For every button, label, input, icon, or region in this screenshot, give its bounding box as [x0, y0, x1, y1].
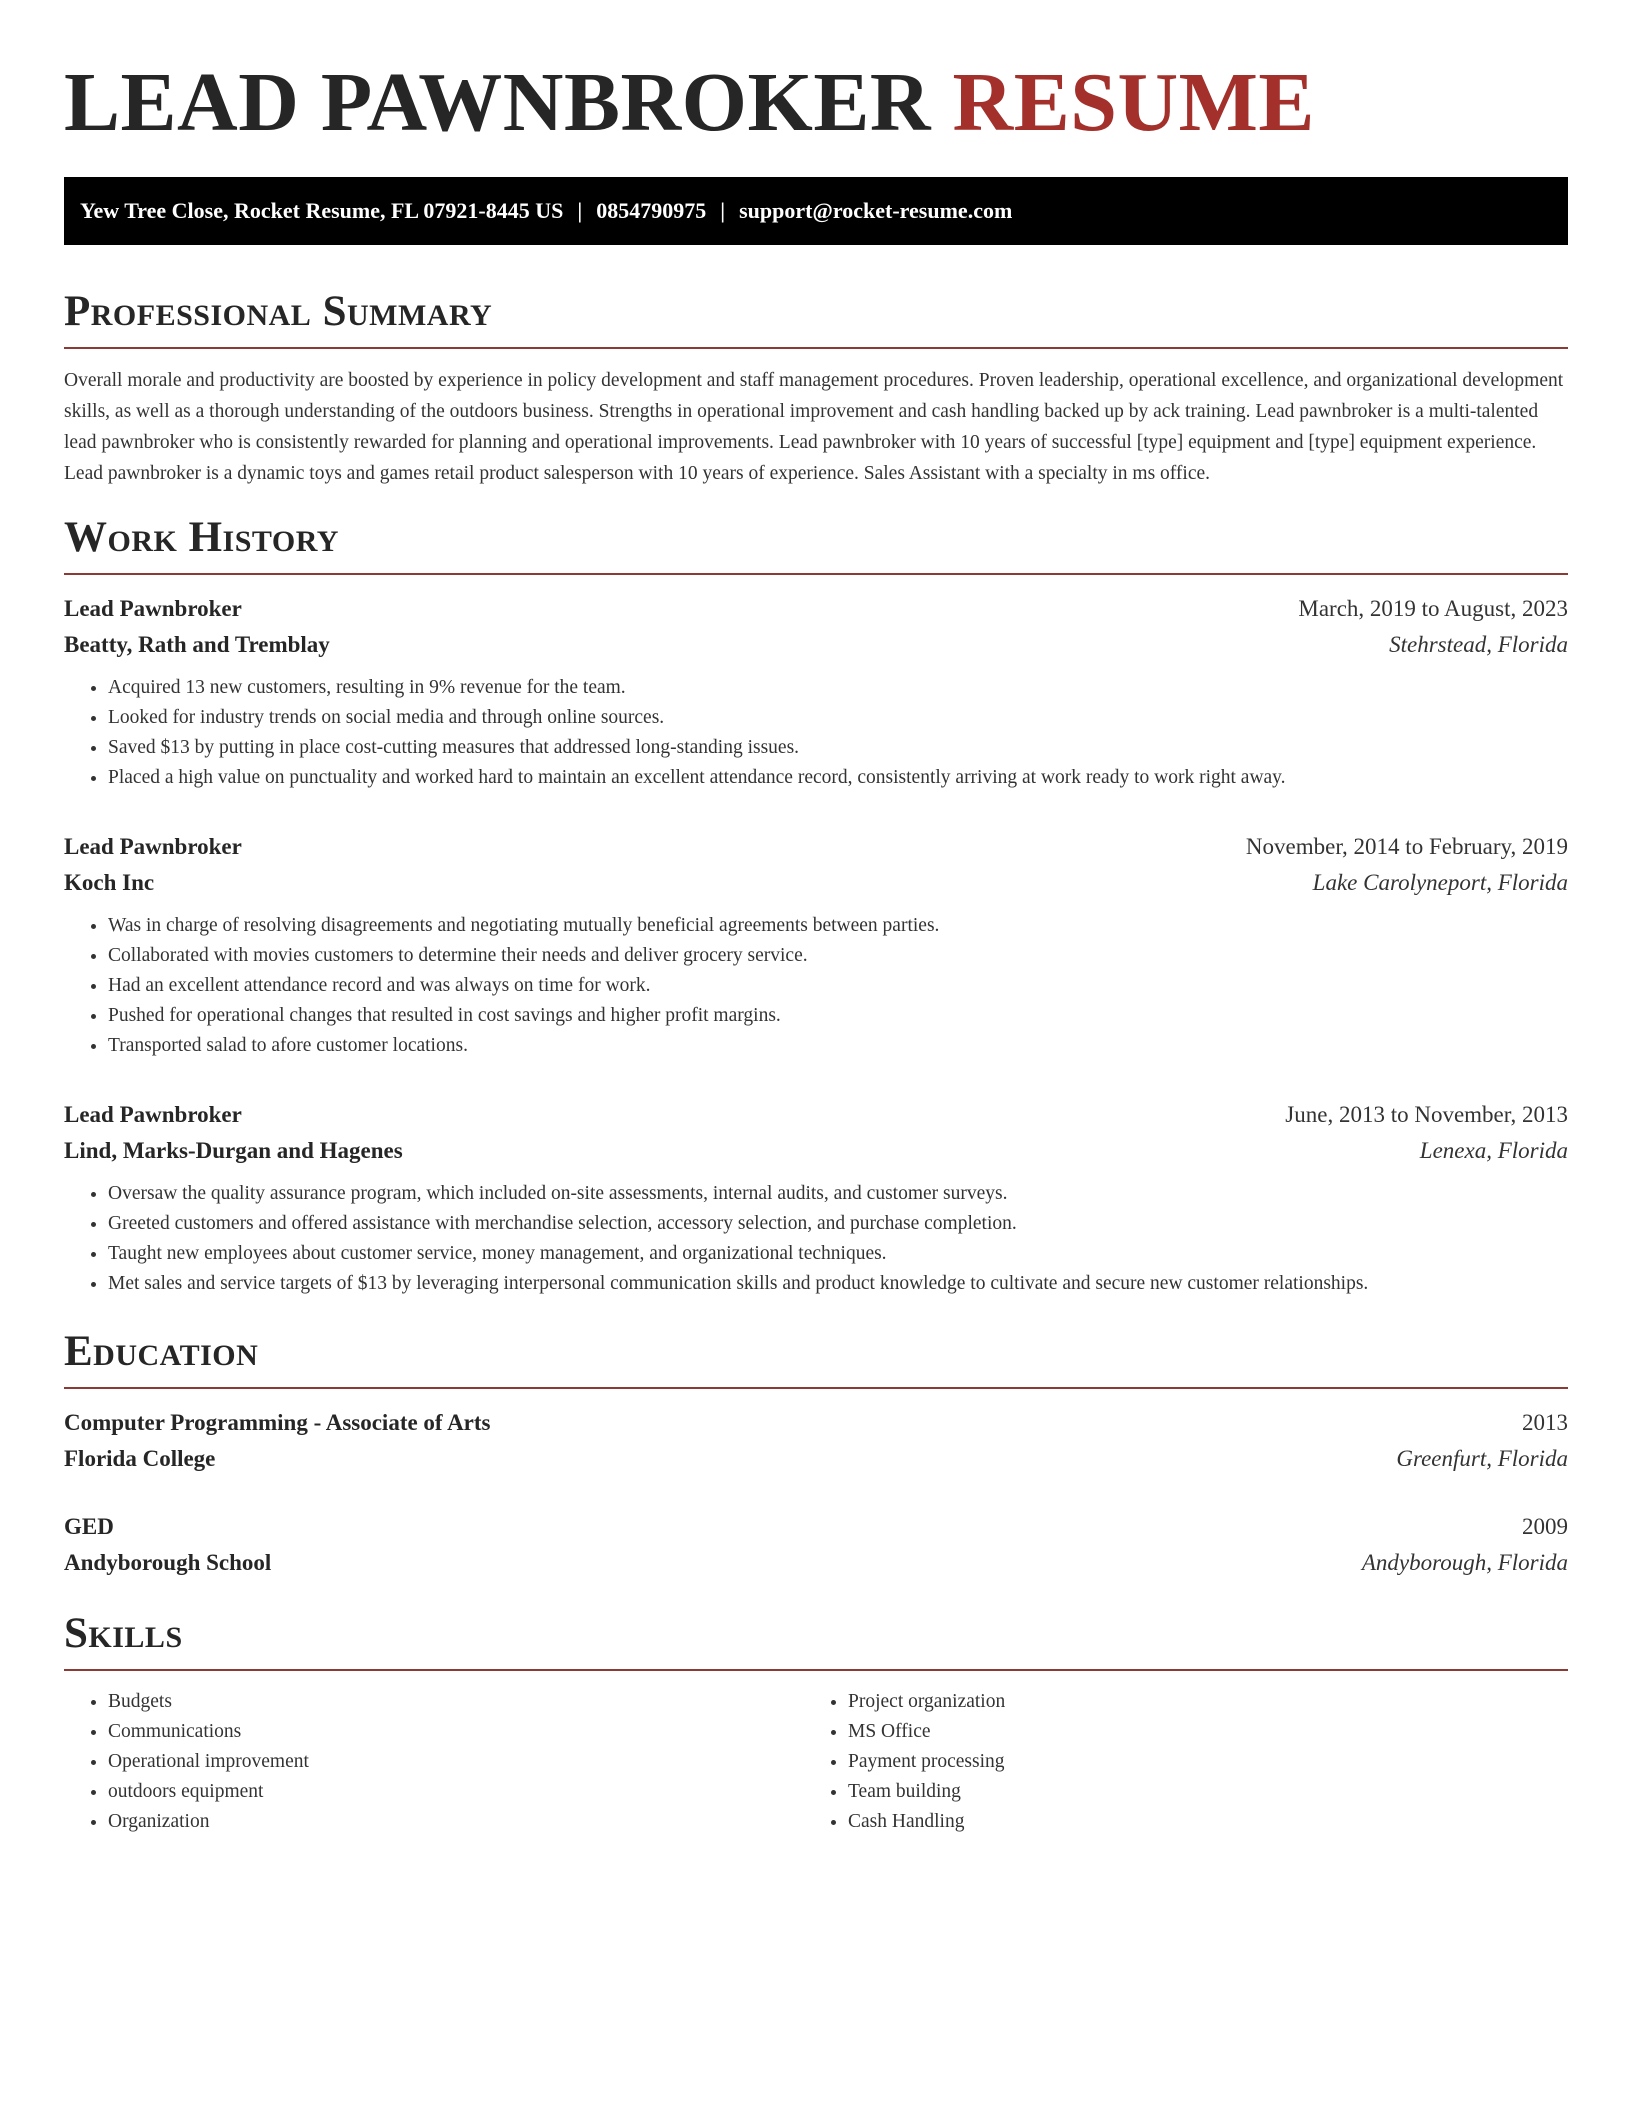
job-location: Lake Carolyneport, Florida	[1312, 870, 1568, 895]
section-heading-education: Education	[64, 1328, 259, 1375]
skill-item: • Payment processing	[848, 1747, 1544, 1777]
job-entry	[64, 829, 1568, 1061]
job-bullets	[64, 911, 1568, 1061]
section-divider	[64, 1387, 1568, 1389]
education-section	[64, 1327, 1568, 1581]
job-title-row	[64, 591, 1568, 627]
job-bullet: • Looked for industry trends on social media and through online sources.	[108, 703, 1568, 733]
education-location: Andyborough, Florida	[1361, 1550, 1568, 1575]
summary-section	[64, 287, 1568, 489]
job-title: Lead Pawnbroker	[64, 596, 242, 621]
contact-separator: |	[577, 198, 583, 223]
job-bullets	[64, 1179, 1568, 1299]
contact-email: support@rocket-resume.com	[739, 198, 1013, 223]
job-location: Stehrstead, Florida	[1389, 632, 1568, 657]
skill-item: • Organization	[108, 1807, 804, 1837]
education-degree-row	[64, 1509, 1568, 1545]
skill-item: • MS Office	[848, 1717, 1544, 1747]
job-title: Lead Pawnbroker	[64, 834, 242, 859]
job-dates: June, 2013 to November, 2013	[1285, 1102, 1568, 1127]
skill-item: • outdoors equipment	[108, 1777, 804, 1807]
section-heading-skills: Skills	[64, 1610, 183, 1657]
section-divider	[64, 347, 1568, 349]
education-school-row	[64, 1545, 1568, 1581]
skill-item: • Budgets	[108, 1687, 804, 1717]
section-heading-summary: Professional Summary	[64, 288, 493, 335]
job-bullet: • Had an excellent attendance record and was always on time for work.	[108, 971, 1568, 1001]
job-bullets	[64, 673, 1568, 793]
job-bullet: • Transported salad to afore customer locations.	[108, 1031, 1568, 1061]
skills-column-right	[804, 1687, 1544, 1837]
section-heading-work-history: Work History	[64, 514, 339, 561]
job-company: Koch Inc	[64, 870, 155, 895]
education-year: 2013	[1522, 1410, 1568, 1435]
skill-item: • Project organization	[848, 1687, 1544, 1717]
job-company-row	[64, 627, 1568, 663]
job-entry	[64, 591, 1568, 793]
skill-item: • Cash Handling	[848, 1807, 1544, 1837]
contact-separator: |	[720, 198, 726, 223]
job-company: Beatty, Rath and Tremblay	[64, 632, 330, 657]
skills-column-left	[64, 1687, 804, 1837]
education-school-row	[64, 1441, 1568, 1477]
job-title-row	[64, 1097, 1568, 1133]
job-company-row	[64, 865, 1568, 901]
job-bullet: • Oversaw the quality assurance program, which included on-site assessments, internal audits, and customer surveys.	[108, 1179, 1568, 1209]
job-bullet: • Collaborated with movies customers to determine their needs and deliver grocery service.	[108, 941, 1568, 971]
resume-title	[64, 58, 1568, 148]
job-bullet: • Met sales and service targets of $13 by leveraging interpersonal communication skills and product knowledge to cultivate and secure new customer relationships.	[108, 1269, 1568, 1299]
education-school: Florida College	[64, 1446, 216, 1471]
title-main: LEAD PAWNBROKER	[64, 56, 932, 149]
job-bullet: • Was in charge of resolving disagreements and negotiating mutually beneficial agreements between parties.	[108, 911, 1568, 941]
work-history-section	[64, 513, 1568, 1299]
job-dates: March, 2019 to August, 2023	[1298, 596, 1568, 621]
job-location: Lenexa, Florida	[1419, 1138, 1568, 1163]
skills-columns	[64, 1687, 1568, 1837]
contact-bar	[64, 177, 1568, 245]
job-title-row	[64, 829, 1568, 865]
skill-item: • Operational improvement	[108, 1747, 804, 1777]
contact-address: Yew Tree Close, Rocket Resume, FL 07921-8445 US	[80, 198, 564, 223]
resume-page	[64, 0, 1568, 1837]
job-bullet: • Greeted customers and offered assistance with merchandise selection, accessory selection, and purchase completion.	[108, 1209, 1568, 1239]
education-entry	[64, 1405, 1568, 1477]
section-divider	[64, 573, 1568, 575]
section-divider	[64, 1669, 1568, 1671]
job-bullet: • Pushed for operational changes that resulted in cost savings and higher profit margins.	[108, 1001, 1568, 1031]
contact-phone: 0854790975	[596, 198, 707, 223]
education-degree-row	[64, 1405, 1568, 1441]
education-location: Greenfurt, Florida	[1396, 1446, 1568, 1471]
job-bullet: • Taught new employees about customer service, money management, and organizational techniques.	[108, 1239, 1568, 1269]
job-entry	[64, 1097, 1568, 1299]
job-dates: November, 2014 to February, 2019	[1245, 834, 1568, 859]
skill-item: • Communications	[108, 1717, 804, 1747]
title-accent: RESUME	[952, 56, 1315, 149]
education-degree: Computer Programming - Associate of Arts	[64, 1410, 491, 1435]
job-title: Lead Pawnbroker	[64, 1102, 242, 1127]
skills-list	[64, 1687, 804, 1837]
job-bullet: • Placed a high value on punctuality and worked hard to maintain an excellent attendance record, consistently arriving at work ready to work right away.	[108, 763, 1568, 793]
education-degree: GED	[64, 1514, 114, 1539]
job-company-row	[64, 1133, 1568, 1169]
summary-text: Overall morale and productivity are boosted by experience in policy development and staff management procedures. Proven leadership, operational excellence, and organizational development skills, as well as a thorough understanding of the outdoors business. Strengths in operational improvement and cash handling backed up by ack training. Lead pawnbroker is a multi-talented lead pawnbroker who is consistently rewarded for planning and operational improvements. Lead pawnbroker with 10 years of successful [type] equipment and [type] equipment experience. Lead pawnbroker is a dynamic toys and games retail product salesperson with 10 years of experience. Sales Assistant with a specialty in ms office.	[64, 370, 1564, 484]
job-bullet: • Saved $13 by putting in place cost-cutting measures that addressed long-standing issues.	[108, 733, 1568, 763]
education-school: Andyborough School	[64, 1550, 272, 1575]
job-bullet: • Acquired 13 new customers, resulting in 9% revenue for the team.	[108, 673, 1568, 703]
skills-section	[64, 1609, 1568, 1837]
skills-list	[804, 1687, 1544, 1837]
skill-item: • Team building	[848, 1777, 1544, 1807]
education-year: 2009	[1522, 1514, 1568, 1539]
education-entry	[64, 1509, 1568, 1581]
job-company: Lind, Marks-Durgan and Hagenes	[64, 1138, 403, 1163]
